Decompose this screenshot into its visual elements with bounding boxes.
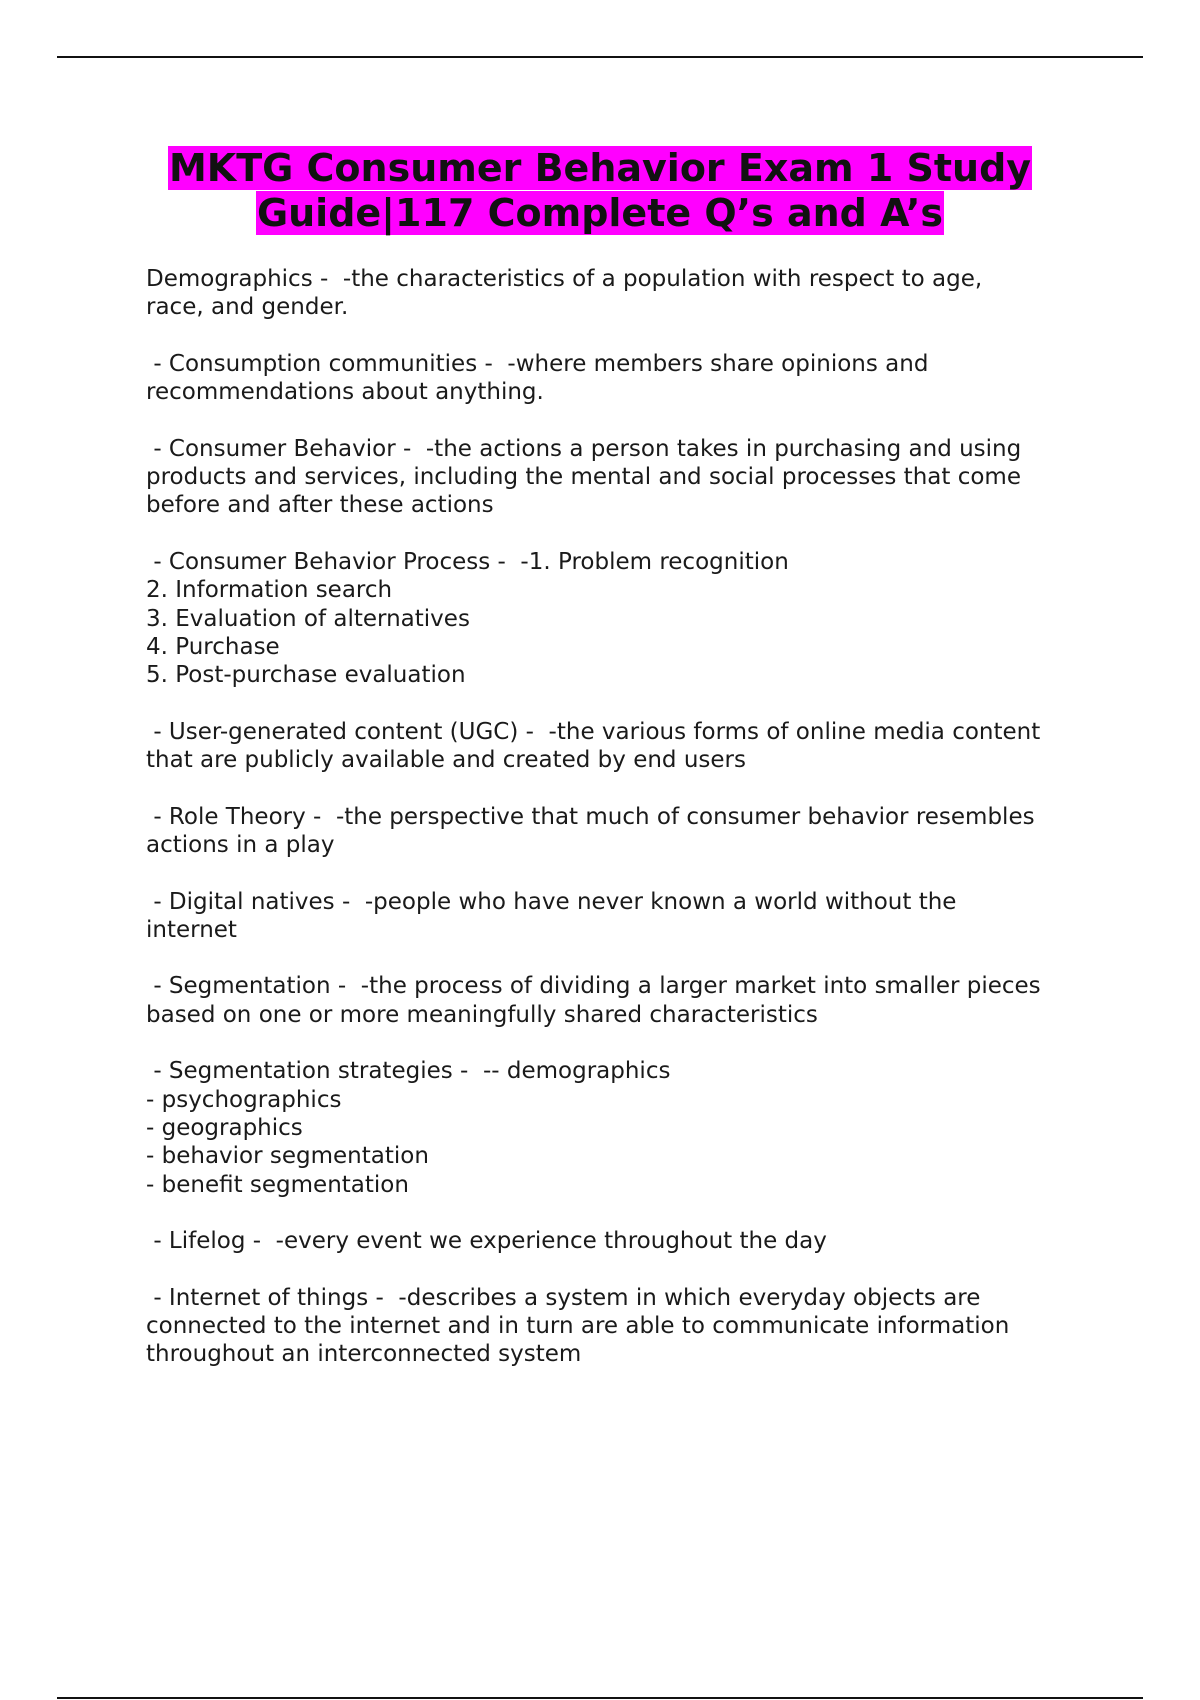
- study-entry: [146, 265, 1096, 322]
- study-guide-body: [146, 265, 1096, 1397]
- study-entry: [146, 435, 1096, 520]
- entry-line: connected to the internet and in turn are able to communicate information: [146, 1312, 1010, 1339]
- entry-line: - psychographics: [146, 1086, 342, 1113]
- entry-line: - Consumption communities - -where members share opinions and: [146, 350, 929, 377]
- entry-line: - Digital natives - -people who have never known a world without the: [146, 888, 957, 915]
- title-line-2: Guide|117 Complete Q’s and A’s: [256, 191, 944, 235]
- study-entry: [146, 548, 1096, 689]
- entry-line: - Consumer Behavior Process - -1. Problem recognition: [146, 548, 789, 575]
- study-entry: [146, 888, 1096, 945]
- entry-line: actions in a play: [146, 831, 335, 858]
- entry-line: - Segmentation - -the process of dividing a larger market into smaller pieces: [146, 973, 1041, 1000]
- document-title: [100, 146, 1100, 236]
- entry-line: - Consumer Behavior - -the actions a person takes in purchasing and using: [146, 435, 1022, 462]
- entry-line: products and services, including the mental and social processes that come: [146, 464, 1021, 491]
- entry-line: internet: [146, 916, 237, 943]
- study-entry: [146, 1057, 1096, 1198]
- entry-line: - Segmentation strategies - -- demographics: [146, 1058, 671, 1085]
- entry-line: race, and gender.: [146, 294, 349, 321]
- study-entry: [146, 350, 1096, 407]
- entry-line: recommendations about anything.: [146, 379, 544, 406]
- entry-line: based on one or more meaningfully shared characteristics: [146, 1001, 818, 1028]
- entry-line: throughout an interconnected system: [146, 1341, 582, 1368]
- entry-line: 3. Evaluation of alternatives: [146, 605, 470, 632]
- study-entry: [146, 803, 1096, 860]
- title-line-1: MKTG Consumer Behavior Exam 1 Study: [168, 146, 1032, 190]
- entry-line: - behavior segmentation: [146, 1143, 429, 1170]
- entry-line: before and after these actions: [146, 492, 494, 519]
- entry-line: - Internet of things - -describes a system in which everyday objects are: [146, 1284, 981, 1311]
- bottom-rule: [57, 1697, 1143, 1699]
- study-entry: [146, 1227, 1096, 1255]
- entry-line: Demographics - -the characteristics of a population with respect to age,: [146, 266, 983, 292]
- study-entry: [146, 1284, 1096, 1369]
- entry-line: - Role Theory - -the perspective that much of consumer behavior resembles: [146, 803, 1035, 830]
- entry-line: - geographics: [146, 1114, 303, 1141]
- entry-line: - Lifelog - -every event we experience throughout the day: [146, 1228, 827, 1255]
- entry-line: 2. Information search: [146, 577, 393, 604]
- study-entry: [146, 972, 1096, 1029]
- top-rule: [57, 56, 1143, 58]
- entry-line: 4. Purchase: [146, 633, 280, 660]
- entry-line: - benefit segmentation: [146, 1171, 409, 1198]
- entry-line: 5. Post-purchase evaluation: [146, 662, 466, 689]
- entry-line: - User-generated content (UGC) - -the various forms of online media content: [146, 718, 1041, 745]
- study-entry: [146, 718, 1096, 775]
- entry-line: that are publicly available and created by end users: [146, 747, 746, 774]
